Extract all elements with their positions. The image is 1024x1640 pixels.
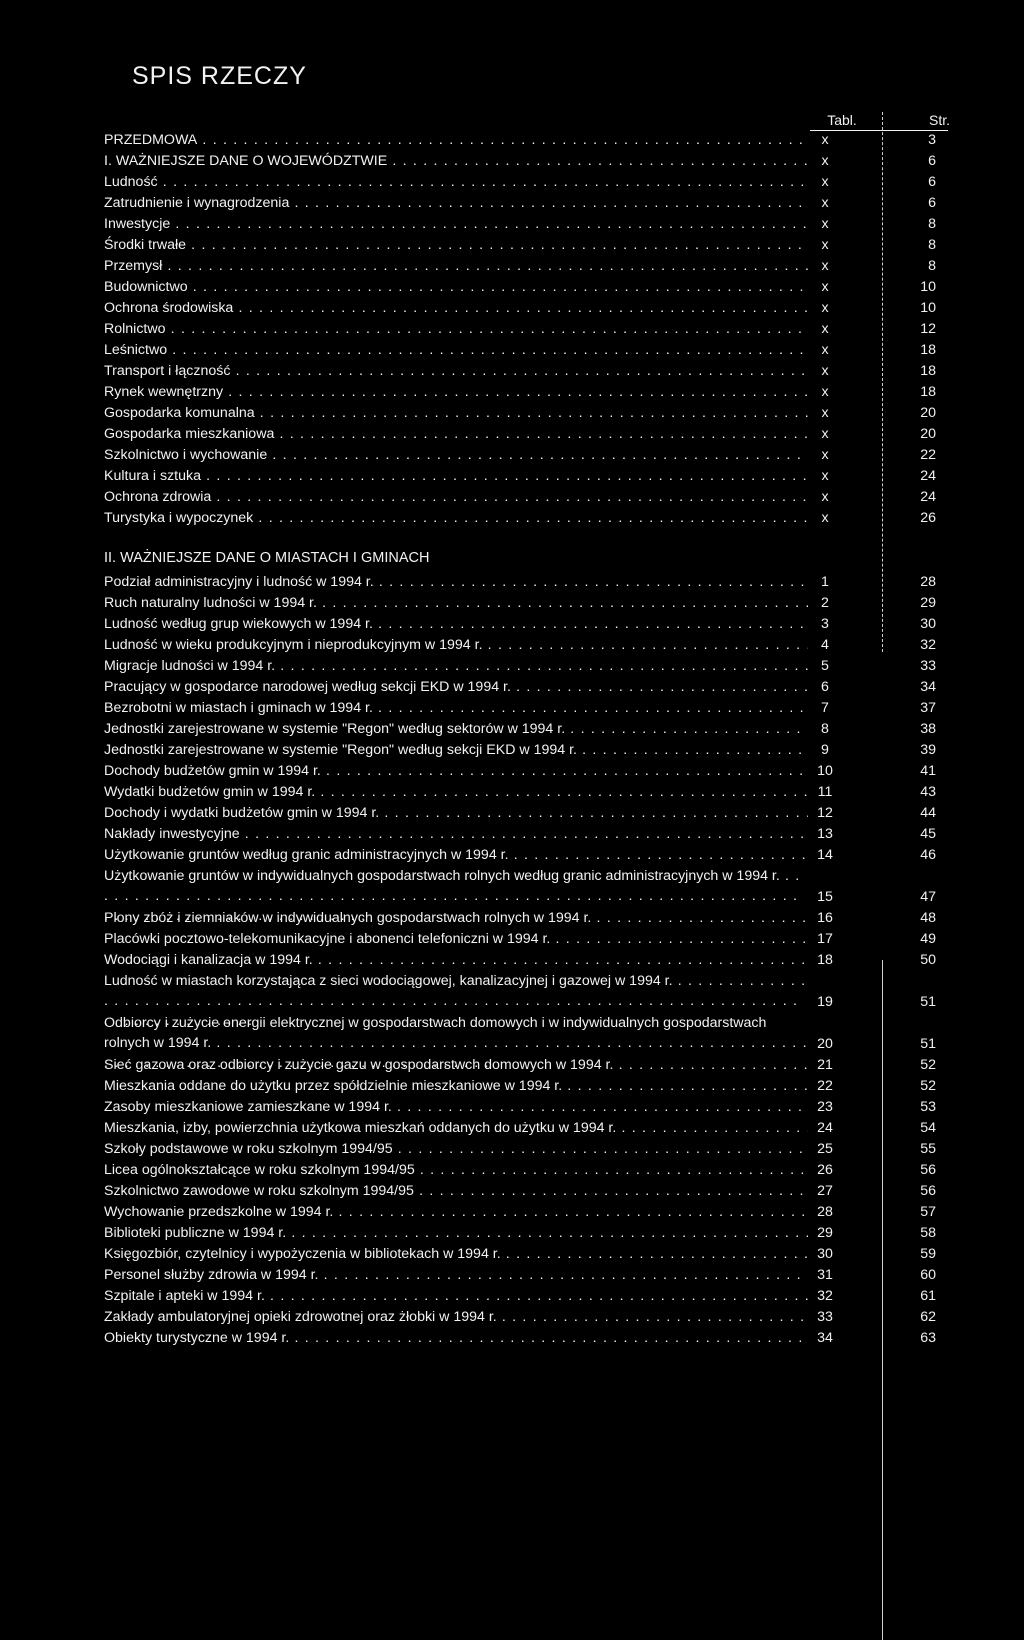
- toc-entry: [104, 908, 936, 929]
- toc-entry: [104, 1265, 936, 1286]
- toc-entry-label: Obiekty turystyczne w 1994 r. . . .: [104, 1328, 808, 1349]
- toc-entry-table-number: 22: [817, 1078, 833, 1094]
- toc-entry-table-number: 13: [817, 826, 833, 842]
- toc-entry-table-number: 9: [821, 742, 829, 758]
- toc-entry-table-number: 15: [817, 889, 833, 905]
- toc-entry-page-number: 56: [920, 1183, 936, 1199]
- toc-entry-table-number: 11: [817, 784, 833, 800]
- toc-entry-table-number: 4: [821, 637, 829, 653]
- toc-entry: [104, 277, 936, 298]
- toc-entry-table-number: 1: [821, 574, 829, 590]
- toc-entry-page-number: 38: [920, 721, 936, 737]
- toc-entry-table-number: x: [821, 468, 829, 484]
- page-title: SPIS RZECZY: [132, 62, 307, 90]
- toc-entry-page-number: 10: [920, 300, 936, 316]
- toc-entry-table-number: 26: [817, 1162, 833, 1178]
- toc-section-1: [104, 130, 936, 529]
- toc-entry-page-number: 51: [920, 994, 936, 1010]
- toc-entry: [104, 677, 936, 698]
- toc-entry: [104, 256, 936, 277]
- toc-entry: [104, 950, 936, 971]
- toc-section-2: [104, 572, 936, 1349]
- toc-entry-label: Ludność w wieku produkcyjnym i nieprodukcyjnym w 1994 r. . . .: [104, 635, 808, 656]
- toc-entry-table-number: x: [821, 216, 829, 232]
- toc-entry-table-number: 21: [817, 1057, 833, 1073]
- toc-entry-page-number: 18: [920, 363, 936, 379]
- toc-entry-page-number: 34: [920, 679, 936, 695]
- toc-entry: [104, 340, 936, 361]
- toc-entry-page-number: 24: [920, 489, 936, 505]
- toc-entry-page-number: 58: [920, 1225, 936, 1241]
- toc-entry-page-number: 62: [920, 1309, 936, 1325]
- toc-entry-table-number: x: [821, 237, 829, 253]
- toc-entry-label: Biblioteki publiczne w 1994 r. . . .: [104, 1223, 808, 1244]
- toc-entry: [104, 1181, 936, 1202]
- toc-entry-page-number: 44: [920, 805, 936, 821]
- toc-entry-label: Sieć gazowa oraz odbiorcy i zużycie gazu w gospodarstwch domowych w 1994 r. . . .: [104, 1055, 808, 1076]
- toc-entry-page-number: 56: [920, 1162, 936, 1178]
- toc-entry-table-number: 6: [821, 679, 829, 695]
- toc-entry-label: Leśnictwo . . .: [104, 340, 808, 361]
- toc-entry: [104, 635, 936, 656]
- toc-entry-label: Użytkowanie gruntów w indywidualnych gospodarstwach rolnych według granic administracyjnych w 1994 r. . . .: [104, 866, 808, 926]
- toc-entry-page-number: 63: [920, 1330, 936, 1346]
- toc-entry-label: Ludność według grup wiekowych w 1994 r. . . .: [104, 614, 808, 635]
- toc-entry-label: Placówki pocztowo-telekomunikacyjne i abonenci telefoniczni w 1994 r. . . .: [104, 929, 808, 950]
- toc-entry: [104, 1223, 936, 1244]
- toc-entry-table-number: x: [821, 258, 829, 274]
- toc-entry: [104, 151, 936, 172]
- toc-entry-label: Kultura i sztuka . . .: [104, 466, 808, 487]
- toc-entry: [104, 1307, 936, 1328]
- toc-entry: [104, 803, 936, 824]
- toc-entry-table-number: 33: [817, 1309, 833, 1325]
- toc-entry-page-number: 46: [920, 847, 936, 863]
- toc-entry: [104, 698, 936, 719]
- toc-entry: [104, 1055, 936, 1076]
- toc-entry: [104, 572, 936, 593]
- toc-entry-table-number: 5: [821, 658, 829, 674]
- toc-entry-label: Personel służby zdrowia w 1994 r. . . .: [104, 1265, 808, 1286]
- toc-entry-table-number: 27: [817, 1183, 833, 1199]
- toc-entry-page-number: 52: [920, 1057, 936, 1073]
- toc-entry-label: Ludność w miastach korzystająca z sieci wodociągowej, kanalizacyjnej i gazowej w 1994 r. . . .: [104, 971, 808, 1031]
- toc-entry: [104, 1139, 936, 1160]
- toc-entry: [104, 508, 936, 529]
- toc-entry-label: Zasoby mieszkaniowe zamieszkane w 1994 r. . . .: [104, 1097, 808, 1118]
- toc-entry: [104, 1013, 936, 1055]
- toc-entry: [104, 487, 936, 508]
- toc-entry-table-number: 18: [817, 952, 833, 968]
- toc-entry-page-number: 39: [920, 742, 936, 758]
- toc-entry: [104, 445, 936, 466]
- toc-entry-page-number: 30: [920, 616, 936, 632]
- toc-entry: [104, 740, 936, 761]
- toc-entry: [104, 298, 936, 319]
- toc-entry-label: Podział administracyjny i ludność w 1994 r. . . .: [104, 572, 808, 593]
- toc-entry-label: Wychowanie przedszkolne w 1994 r. . . .: [104, 1202, 808, 1223]
- toc-entry: [104, 235, 936, 256]
- toc-entry-table-number: 8: [821, 721, 829, 737]
- toc-entry-label: Zatrudnienie i wynagrodzenia . . .: [104, 193, 808, 214]
- toc-entry-label: Księgozbiór, czytelnicy i wypożyczenia w bibliotekach w 1994 r. . . .: [104, 1244, 808, 1265]
- toc-entry-table-number: 20: [817, 1036, 833, 1052]
- toc-entry-page-number: 18: [920, 342, 936, 358]
- toc-entry-page-number: 50: [920, 952, 936, 968]
- toc-entry-page-number: 53: [920, 1099, 936, 1115]
- toc-entry-page-number: 52: [920, 1078, 936, 1094]
- toc-entry-label: Bezrobotni w miastach i gminach w 1994 r. . . .: [104, 698, 808, 719]
- toc-entry-table-number: x: [821, 279, 829, 295]
- toc-entry-table-number: 3: [821, 616, 829, 632]
- toc-entry-page-number: 24: [920, 468, 936, 484]
- toc-entry-label: Nakłady inwestycyjne . . .: [104, 824, 808, 845]
- toc-entry-table-number: 23: [817, 1099, 833, 1115]
- toc-entry-label: Dochody budżetów gmin w 1994 r. . . .: [104, 761, 808, 782]
- toc-entry: [104, 1076, 936, 1097]
- toc-entry-table-number: 24: [817, 1120, 833, 1136]
- toc-entry-page-number: 20: [920, 426, 936, 442]
- toc-entry-table-number: 16: [817, 910, 833, 926]
- toc-entry-label: PRZEDMOWA . . .: [104, 130, 808, 151]
- toc-entry-page-number: 57: [920, 1204, 936, 1220]
- toc-entry-label: Szkoły podstawowe w roku szkolnym 1994/95 . . .: [104, 1139, 808, 1160]
- toc-entry-table-number: x: [821, 132, 829, 148]
- toc-entry-page-number: 55: [920, 1141, 936, 1157]
- toc-entry: [104, 193, 936, 214]
- toc-entry-table-number: x: [821, 195, 829, 211]
- toc-entry-table-number: x: [821, 363, 829, 379]
- toc-entry-label: Inwestycje . . .: [104, 214, 808, 235]
- toc-entry-label: Szkolnictwo zawodowe w roku szkolnym 1994/95 . . .: [104, 1181, 808, 1202]
- toc-entry: [104, 1244, 936, 1265]
- toc-entry-label: Wodociągi i kanalizacja w 1994 r. . . .: [104, 950, 808, 971]
- toc-entry: [104, 929, 936, 950]
- toc-entry-table-number: 29: [817, 1225, 833, 1241]
- toc-entry-page-number: 8: [928, 258, 936, 274]
- toc-entry: [104, 172, 936, 193]
- toc-entry: [104, 1160, 936, 1181]
- toc-entry-table-number: 17: [817, 931, 833, 947]
- toc-entry-page-number: 41: [920, 763, 936, 779]
- toc-entry-table-number: 32: [817, 1288, 833, 1304]
- toc-entry-label: Szkolnictwo i wychowanie . . .: [104, 445, 808, 466]
- toc-entry: [104, 319, 936, 340]
- toc-entry-label: Licea ogólnokształcące w roku szkolnym 1994/95 . . .: [104, 1160, 808, 1181]
- toc-entry-page-number: 43: [920, 784, 936, 800]
- toc-entry-label: Budownictwo . . .: [104, 277, 808, 298]
- toc-entry-table-number: x: [821, 384, 829, 400]
- toc-entry: [104, 403, 936, 424]
- toc-entry-table-number: 10: [817, 763, 833, 779]
- toc-entry-page-number: 6: [928, 195, 936, 211]
- toc-entry-table-number: 14: [817, 847, 833, 863]
- toc-entry-page-number: 12: [920, 321, 936, 337]
- toc-entry-page-number: 8: [928, 216, 936, 232]
- toc-entry: [104, 1097, 936, 1118]
- toc-entry: [104, 1118, 936, 1139]
- toc-entry: [104, 130, 936, 151]
- toc-entry: [104, 466, 936, 487]
- toc-entry-page-number: 18: [920, 384, 936, 400]
- toc-entry-page-number: 48: [920, 910, 936, 926]
- toc-entry-table-number: x: [821, 405, 829, 421]
- toc-entry: [104, 361, 936, 382]
- toc-entry-table-number: x: [821, 426, 829, 442]
- toc-entry-label: Zakłady ambulatoryjnej opieki zdrowotnej oraz żłobki w 1994 r. . . .: [104, 1307, 808, 1328]
- toc-entry-label: Ludność . . .: [104, 172, 808, 193]
- toc-entry-page-number: 20: [920, 405, 936, 421]
- toc-entry-page-number: 22: [920, 447, 936, 463]
- toc-entry-label: Jednostki zarejestrowane w systemie "Regon" według sektorów w 1994 r. . . .: [104, 719, 808, 740]
- column-header-str: Str.: [928, 112, 950, 128]
- toc-entry-page-number: 33: [920, 658, 936, 674]
- toc-entry-label: Jednostki zarejestrowane w systemie "Regon" według sekcji EKD w 1994 r. . . .: [104, 740, 808, 761]
- toc-entry-page-number: 45: [920, 826, 936, 842]
- toc-entry-table-number: x: [821, 153, 829, 169]
- toc-entry-table-number: x: [821, 300, 829, 316]
- toc-entry: [104, 824, 936, 845]
- toc-entry: [104, 971, 936, 1013]
- toc-entry-table-number: 19: [817, 994, 833, 1010]
- toc-entry-table-number: 7: [821, 700, 829, 716]
- toc-entry-label: Wydatki budżetów gmin w 1994 r. . . .: [104, 782, 808, 803]
- toc-entry: [104, 656, 936, 677]
- toc-entry-label: Szpitale i apteki w 1994 r. . . .: [104, 1286, 808, 1307]
- toc-entry: [104, 424, 936, 445]
- column-header-tabl: Tabl.: [827, 112, 857, 128]
- toc-entry-page-number: 8: [928, 237, 936, 253]
- toc-entry-label: Mieszkania, izby, powierzchnia użytkowa mieszkań oddanych do użytku w 1994 r. . . .: [104, 1118, 808, 1139]
- toc-entry: [104, 1328, 936, 1349]
- toc-entry: [104, 214, 936, 235]
- toc-entry-page-number: 54: [920, 1120, 936, 1136]
- toc-entry-label: Migracje ludności w 1994 r. . . .: [104, 656, 808, 677]
- toc-entry-table-number: 28: [817, 1204, 833, 1220]
- toc-entry-page-number: 61: [920, 1288, 936, 1304]
- toc-entry-label: Ruch naturalny ludności w 1994 r. . . .: [104, 593, 808, 614]
- toc-entry-label: Dochody i wydatki budżetów gmin w 1994 r. . . .: [104, 803, 808, 824]
- toc-entry-label: Rolnictwo . . .: [104, 319, 808, 340]
- section-2-heading: II. WAŻNIEJSZE DANE O MIASTACH I GMINACH: [104, 550, 430, 566]
- toc-entry-table-number: x: [821, 321, 829, 337]
- toc-entry-label: Turystyka i wypoczynek . . .: [104, 508, 808, 529]
- toc-entry: [104, 1286, 936, 1307]
- toc-entry-table-number: x: [821, 174, 829, 190]
- toc-entry-table-number: x: [821, 342, 829, 358]
- toc-entry-label: Pracujący w gospodarce narodowej według sekcji EKD w 1994 r. . . .: [104, 677, 808, 698]
- toc-entry-table-number: 25: [817, 1141, 833, 1157]
- toc-entry-page-number: 29: [920, 595, 936, 611]
- toc-entry: [104, 782, 936, 803]
- toc-entry-page-number: 3: [928, 132, 936, 148]
- toc-entry: [104, 593, 936, 614]
- toc-entry-page-number: 26: [920, 510, 936, 526]
- toc-entry-label: Transport i łączność . . .: [104, 361, 808, 382]
- toc-entry-table-number: 2: [821, 595, 829, 611]
- toc-entry-page-number: 59: [920, 1246, 936, 1262]
- toc-entry-page-number: 10: [920, 279, 936, 295]
- toc-entry-table-number: x: [821, 510, 829, 526]
- toc-entry: [104, 761, 936, 782]
- toc-entry: [104, 1202, 936, 1223]
- toc-entry-page-number: 28: [920, 574, 936, 590]
- toc-entry-page-number: 6: [928, 174, 936, 190]
- toc-entry-label: Użytkowanie gruntów według granic administracyjnych w 1994 r. . . .: [104, 845, 808, 866]
- toc-entry-label: Przemysł . . .: [104, 256, 808, 277]
- toc-entry-page-number: 32: [920, 637, 936, 653]
- toc-entry-page-number: 47: [920, 889, 936, 905]
- toc-entry: [104, 614, 936, 635]
- toc-entry-label: Środki trwałe . . .: [104, 235, 808, 256]
- toc-entry-label: Odbiorcy i zużycie energii elektrycznej w gospodarstwach domowych i w indywidualnych gospodarstwach rolnych w 1994 r. . . .: [104, 1013, 808, 1073]
- toc-entry-table-number: 12: [817, 805, 833, 821]
- toc-entry: [104, 382, 936, 403]
- toc-entry: [104, 719, 936, 740]
- toc-entry-page-number: 51: [920, 1036, 936, 1052]
- toc-entry-label: Gospodarka mieszkaniowa . . .: [104, 424, 808, 445]
- toc-entry-table-number: 34: [817, 1330, 833, 1346]
- toc-entry-table-number: x: [821, 489, 829, 505]
- toc-entry: [104, 866, 936, 908]
- toc-entry-label: Mieszkania oddane do użytku przez spółdzielnie mieszkaniowe w 1994 r. . . .: [104, 1076, 808, 1097]
- toc-entry-label: I. WAŻNIEJSZE DANE O WOJEWÓDZTWIE . . .: [104, 151, 808, 172]
- toc-entry-label: Rynek wewnętrzny . . .: [104, 382, 808, 403]
- toc-entry-label: Ochrona środowiska . . .: [104, 298, 808, 319]
- toc-entry: [104, 845, 936, 866]
- toc-entry-table-number: 31: [817, 1267, 833, 1283]
- toc-entry-label: Plony zbóż i ziemniaków w indywidualnych gospodarstwach rolnych w 1994 r. . . .: [104, 908, 808, 929]
- toc-entry-table-number: x: [821, 447, 829, 463]
- toc-entry-page-number: 6: [928, 153, 936, 169]
- toc-entry-page-number: 60: [920, 1267, 936, 1283]
- toc-entry-label: Ochrona zdrowia . . .: [104, 487, 808, 508]
- toc-entry-label: Gospodarka komunalna . . .: [104, 403, 808, 424]
- toc-entry-page-number: 49: [920, 931, 936, 947]
- toc-entry-page-number: 37: [920, 700, 936, 716]
- toc-entry-table-number: 30: [817, 1246, 833, 1262]
